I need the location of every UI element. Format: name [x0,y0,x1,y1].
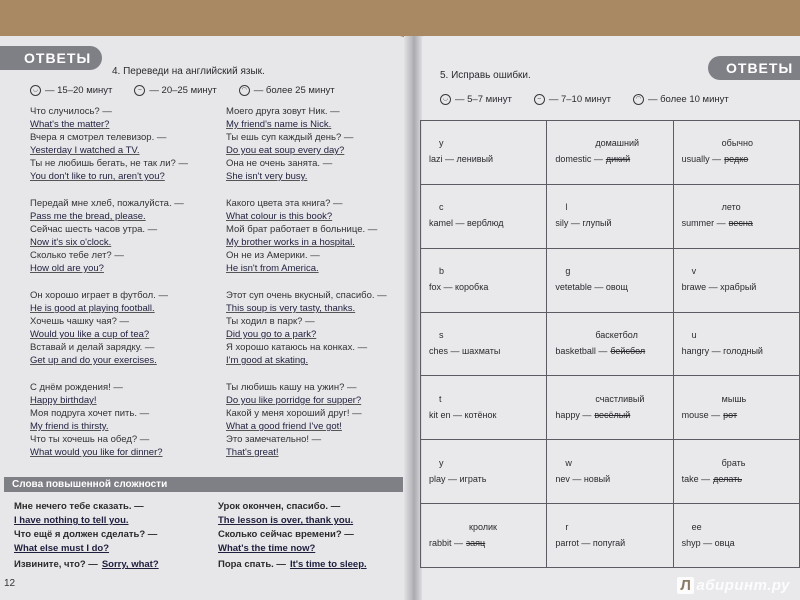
correction-mark: ee [691,521,702,532]
hard-word-pair [218,500,353,528]
russian-sentence: С днём рождения! — [30,382,123,393]
word-text: brawe — храбрый [681,282,757,293]
correction-cell [673,312,799,376]
struck-word: весна [728,218,753,229]
english-translation: This soup is very tasty, thanks. [226,303,356,314]
translation-pair [30,341,157,367]
russian-sentence: Она не очень занята. — [226,158,333,169]
word-text: summer — [681,218,726,229]
corrections-row [421,184,800,248]
english-translation: What's the matter? [30,119,110,130]
correction-cell [421,184,547,248]
time-legend-right [440,94,729,105]
word-line [555,410,664,420]
english-translation: Get up and do your exercises. [30,355,157,366]
correction-mark: t [439,393,442,404]
russian-sentence: Пора спать. — [218,559,286,570]
translation-pair [226,249,320,275]
russian-sentence: Он хорошо играет в футбол. — [30,290,168,301]
translation-pair [226,381,361,407]
struck-word: редко [724,154,749,165]
english-translation: It's time to sleep. [289,559,367,570]
correction-mark: баскетбол [595,329,638,340]
correction-cell [547,376,673,440]
neutral-face-icon: – [534,94,545,105]
word-line [429,346,538,356]
word-line [682,538,791,548]
russian-sentence: Какого цвета эта книга? — [226,198,343,209]
correction-mark: s [439,329,444,340]
correction-mark: обычно [721,138,753,149]
correction-cell [547,504,673,568]
word-text: mouse — [681,409,721,420]
russian-sentence: Ты ешь суп каждый день? — [226,132,354,143]
correction-cell [673,440,799,504]
word-text: sily — глупый [555,218,612,229]
word-text: kamel — верблюд [429,218,504,229]
english-translation: Sorry, what? [101,559,159,570]
translation-pair [30,105,112,131]
word-line [682,474,791,484]
correction-mark: счастливый [595,393,645,404]
word-line [682,346,791,356]
watermark-text: абиринт.ру [696,577,790,594]
answers-tab-right: ОТВЕТЫ [708,56,800,80]
correction-mark: w [565,457,572,468]
word-line [555,474,664,484]
correction-mark: лето [721,202,741,213]
struck-word: рот [723,409,738,420]
word-text: shyp — овца [681,537,735,548]
translation-pair [30,157,188,183]
russian-sentence: Ты не любишь бегать, не так ли? — [30,158,188,169]
english-translation: How old are you? [30,263,104,274]
russian-sentence: Что ты хочешь на обед? — [30,434,150,445]
correction-cell [673,184,799,248]
english-translation: You don't like to run, aren't you? [30,171,165,182]
correction-cell [673,121,799,185]
word-line [682,410,791,420]
translation-pair [226,131,353,157]
correction-mark: y [439,138,444,149]
correction-mark: u [691,329,697,340]
translation-pair [226,341,367,367]
russian-sentence: Моя подруга хочет пить. — [30,408,150,419]
word-text: fox — коробка [429,282,489,293]
correction-mark: кролик [469,521,497,532]
time-legend-left [30,85,335,96]
correction-cell [421,312,547,376]
english-translation: What would you like for dinner? [30,447,163,458]
correction-cell [547,184,673,248]
english-translation: My friend is thirsty. [30,421,109,432]
struck-word: дикий [605,154,631,165]
translation-pair [226,289,387,315]
correction-mark: y [439,457,444,468]
translation-pair [226,315,316,341]
english-translation: What a good friend I've got! [226,421,342,432]
word-line [682,154,791,164]
word-text: vetetable — овощ [555,282,628,293]
english-translation: The lesson is over, thank you. [218,515,354,526]
correction-mark: v [691,266,697,277]
russian-sentence: Хочешь чашку чая? — [30,316,130,327]
russian-sentence: Мой брат работает в больнице. — [226,224,378,235]
word-text: usually — [681,154,722,165]
struck-word: заяц [466,537,486,548]
translation-pair [30,223,157,249]
sad-face-icon: ◠ [239,85,250,96]
translation-pair [226,433,321,459]
correction-cell [547,121,673,185]
correction-mark: c [439,202,444,213]
translation-pair [30,249,124,275]
correction-mark: g [565,266,571,277]
correction-cell [547,312,673,376]
english-translation: Happy birthday! [30,395,97,406]
russian-sentence: Ты любишь кашу на ужин? — [226,382,357,393]
english-translation: What else must I do? [14,543,110,554]
translation-pair [226,407,362,433]
russian-sentence: Урок окончен, спасибо. — [218,501,341,512]
correction-cell [547,440,673,504]
english-translation: That's great! [226,447,279,458]
word-text: nev — новый [555,473,611,484]
hard-word-pair [218,528,354,556]
word-line [429,410,538,420]
word-line [429,474,538,484]
russian-sentence: Извините, что? — [14,559,98,570]
english-translation: Do you like porridge for supper? [226,395,362,406]
corrections-table [420,120,800,568]
watermark-badge: Л [677,577,694,594]
russian-sentence: Передай мне хлеб, пожалуйста. — [30,198,184,209]
english-translation: Now it's six o'clock. [30,237,112,248]
word-text: parrot — попугай [555,537,626,548]
russian-sentence: Это замечательно! — [226,434,322,445]
hard-words-header: Слова повышенной сложности [4,477,403,492]
correction-cell [421,248,547,312]
correction-mark: l [565,202,568,213]
smile-icon: ◡ [30,85,41,96]
correction-cell [421,376,547,440]
english-translation: What colour is this book? [226,211,333,222]
page-number: 12 [4,578,16,589]
word-text: happy — [555,409,592,420]
translation-pair [226,223,377,249]
translation-pair [30,381,123,407]
hard-word-pair [14,500,144,528]
english-translation: He is good at playing football. [30,303,155,314]
russian-sentence: Сколько тебе лет? — [30,250,124,261]
struck-word: бейсбол [610,345,646,356]
russian-sentence: Что ещё я должен сделать? — [14,529,158,540]
word-text: domestic — [555,154,603,165]
english-translation: He isn't from America. [226,263,319,274]
word-line [682,218,791,228]
english-translation: Pass me the bread, please. [30,211,146,222]
correction-cell [673,248,799,312]
legend-item: — 7–10 минут [548,94,611,105]
russian-sentence: Что случилось? — [30,106,112,117]
struck-word: делать [713,473,742,484]
hard-word-pair [218,558,367,572]
word-line [555,282,664,292]
word-line [555,154,664,164]
word-text: basketball — [555,345,608,356]
translation-pair [30,407,149,433]
correction-cell [421,440,547,504]
correction-cell [421,121,547,185]
russian-sentence: Вчера я смотрел телевизор. — [30,132,167,143]
russian-sentence: Вставай и делай зарядку. — [30,342,155,353]
russian-sentence: Сколько сейчас времени? — [218,529,354,540]
word-line [429,538,538,548]
task-5-title: 5. Исправь ошибки. [440,70,531,81]
hard-word-pair [14,528,157,556]
russian-sentence: Мне нечего тебе сказать. — [14,501,144,512]
corrections-row [421,121,800,185]
hard-word-pair [14,558,159,572]
english-translation: Did you go to a park? [226,329,317,340]
corrections-row [421,312,800,376]
translation-pair [30,131,166,157]
english-translation: Yesterday I watched a TV. [30,145,140,156]
word-line [429,218,538,228]
russian-sentence: Ты ходил в парк? — [226,316,315,327]
watermark [677,577,790,594]
word-line [555,538,664,548]
translation-pair [30,289,168,315]
correction-mark: b [439,266,445,277]
english-translation: Do you eat soup every day? [226,145,345,156]
russian-sentence: Я хорошо катаюсь на конках. — [226,342,368,353]
word-text: lazi — ленивый [429,154,494,165]
legend-item: — 5–7 минут [455,94,512,105]
word-text: play — играть [429,473,487,484]
russian-sentence: Этот суп очень вкусный, спасибо. — [226,290,387,301]
word-text: hangry — голодный [681,345,763,356]
word-text: take — [681,473,711,484]
legend-item: — более 25 минут [253,85,335,96]
word-text: kit en — котёнок [429,409,497,420]
neutral-face-icon: – [134,85,145,96]
word-text: rabbit — [429,537,464,548]
legend-item: — 20–25 минут [149,85,217,96]
correction-cell [421,504,547,568]
legend-item: — 15–20 минут [45,85,113,96]
english-translation: My brother works in a hospital. [226,237,355,248]
word-line [682,282,791,292]
word-line [555,346,664,356]
english-translation: I have nothing to tell you. [14,515,129,526]
word-line [555,218,664,228]
english-translation: What's the time now? [218,543,316,554]
translation-pair [226,105,340,131]
corrections-row [421,376,800,440]
legend-item: — более 10 минут [647,94,729,105]
translation-pair [226,197,343,223]
russian-sentence: Моего друга зовут Ник. — [226,106,340,117]
corrections-row [421,504,800,568]
correction-cell [673,376,799,440]
correction-mark: r [565,521,569,532]
translation-pair [30,433,163,459]
english-translation: My friend's name is Nick. [226,119,332,130]
correction-mark: брать [721,457,746,468]
russian-sentence: Сейчас шесть часов утра. — [30,224,158,235]
correction-mark: мышь [721,393,747,404]
word-text: ches — шахматы [429,345,501,356]
sad-face-icon: ◠ [633,94,644,105]
word-line [429,154,538,164]
russian-sentence: Какой у меня хороший друг! — [226,408,362,419]
translation-pair [226,157,332,183]
corrections-row [421,248,800,312]
struck-word: весёлый [594,409,631,420]
english-translation: Would you like a cup of tea? [30,329,150,340]
russian-sentence: Он не из Америки. — [226,250,320,261]
translation-pair [30,315,149,341]
answers-tab-left: ОТВЕТЫ [0,46,102,70]
english-translation: I'm good at skating. [226,355,309,366]
correction-mark: домашний [595,138,640,149]
task-4-title: 4. Переведи на английский язык. [112,66,265,77]
word-line [429,282,538,292]
corrections-row [421,440,800,504]
smile-icon: ◡ [440,94,451,105]
translation-pair [30,197,184,223]
correction-cell [673,504,799,568]
correction-cell [547,248,673,312]
english-translation: She isn't very busy. [226,171,308,182]
